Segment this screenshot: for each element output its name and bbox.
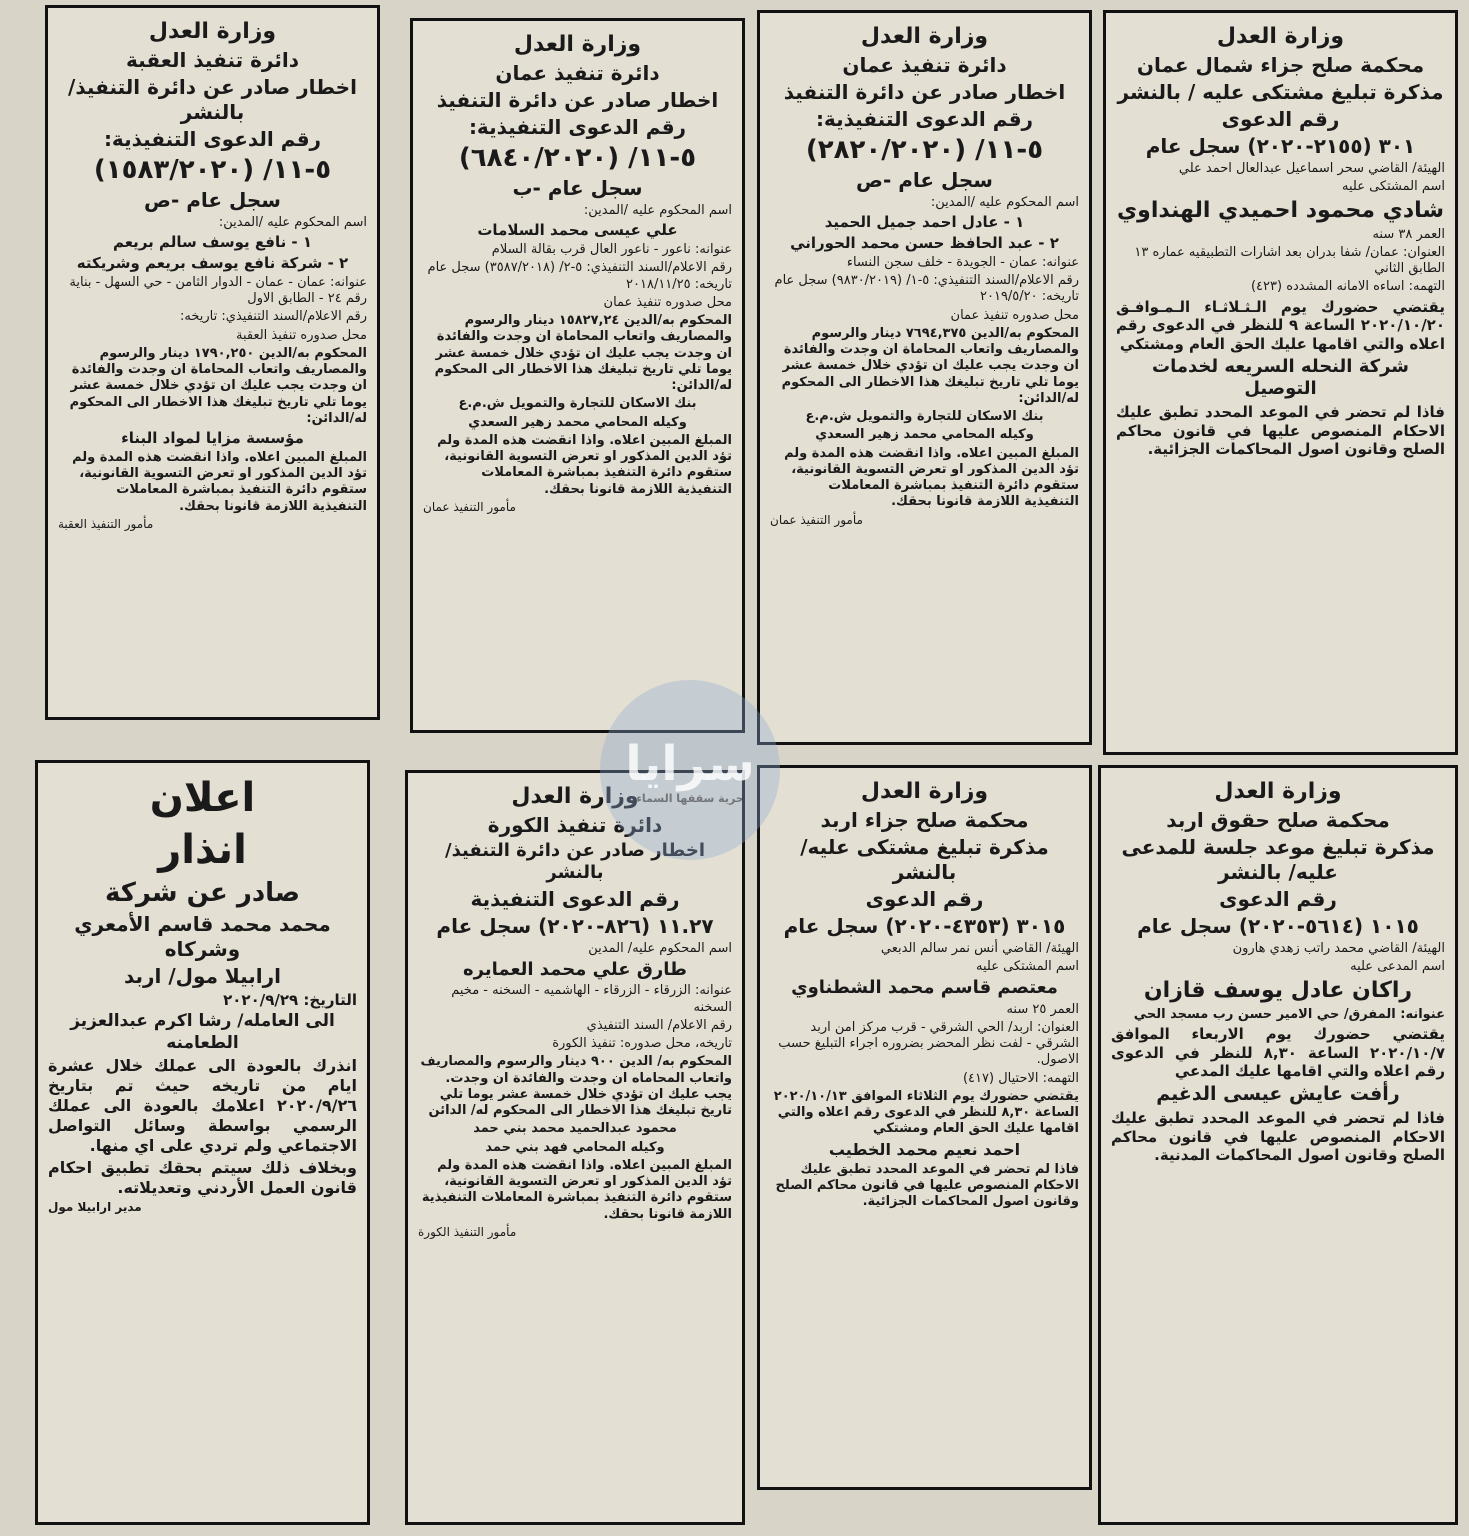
body-text: المحكوم به/ الدين ٩٠٠ دينار والرسوم والمصاريف واتعاب المحاماه ان وجدت والفائدة ان وجدت. يجب عليك ان تؤدي خلال خمسة عشر يوما تلي تاريخ تبليغك هذا الاخطار الى المحكوم له/ الدائن bbox=[420, 1054, 732, 1118]
closing-text: فاذا لم تحضر في الموعد المحدد تطبق عليك الاحكام المنصوص عليها في قانون محاكم الصلح وقانون اصول المحاكمات المدنية. bbox=[1111, 1108, 1445, 1165]
complainant: احمد نعيم محمد الخطيب bbox=[828, 1139, 1021, 1159]
judge: الهيئة/ القاضي أنس نمر سالم الدبعي bbox=[880, 940, 1079, 956]
subject: اخطار صادر عن دائرة التنفيذ bbox=[783, 79, 1066, 104]
notice-irbid-criminal-court bbox=[757, 765, 1092, 1490]
body-text: المحكوم به/الدين ٧٦٩٤,٣٧٥ دينار والرسوم والمصاريف واتعاب المحاماة ان وجدت والفائدة ان وجدت يجب عليك ان تؤدي خلال خمسة عشر يوما تلي تاريخ تبليغك هذا الاخطار الى المحكوم له/الدائن: bbox=[781, 325, 1079, 406]
party-label: اسم المحكوم عليه /المدين: bbox=[218, 215, 367, 230]
party-name: شادي محمود احميدي الهنداوي bbox=[1116, 198, 1445, 223]
signature: مدير ارابيلا مول bbox=[48, 1199, 142, 1214]
notice-aqaba-execution bbox=[45, 5, 380, 720]
closing-text: وبخلاف ذلك سيتم بحقك تطبيق احكام قانون العمل الأردني وتعديلاته. bbox=[48, 1157, 357, 1197]
subject: مذكرة تبليغ موعد جلسة للمدعى عليه/ بالنشر bbox=[1121, 834, 1435, 884]
subject: اخطار صادر عن دائرة التنفيذ/بالنشر bbox=[68, 74, 357, 124]
closing-text: المبلغ المبين اعلاه. واذا انقضت هذه المدة ولم تؤد الدين المذكور او تعرض التسوية القانونية، ستقوم دائرة التنفيذ بمباشرة المعاملات التنفيذية اللازمة قانونا بحقك. bbox=[72, 449, 367, 514]
case-number: ٥-١١/ (٢٨٢٠/٢٠٢٠) bbox=[805, 134, 1044, 165]
reference: رقم الاعلام/السند التنفيذي: ٥-٢/ (٣٥٨٧/٢٠١٨) سجل عام تاريخه: ٢٠١٨/١١/٢٥ bbox=[427, 260, 732, 292]
notice-north-amman-court bbox=[1103, 10, 1458, 755]
party-1: ١ - عادل احمد جميل الحميد bbox=[824, 213, 1025, 232]
reference: رقم الاعلام/السند التنفيذي: تاريخه: bbox=[180, 309, 367, 325]
address: عنوانه: ناعور - ناعور العال قرب بقالة السلام bbox=[491, 242, 732, 257]
complainant: رأفت عايش عيسى الدغيم bbox=[1156, 1083, 1400, 1105]
party-2: ٢ - شركة نافع يوسف بريعم وشريكته bbox=[76, 254, 349, 272]
party-label: اسم المحكوم عليه /المدين: bbox=[583, 203, 732, 218]
watermark-slogan: حرية سقفها السماء bbox=[636, 791, 744, 805]
place: محل صدوره تنفيذ عمان bbox=[950, 307, 1079, 323]
reference: رقم الاعلام/السند التنفيذي: ٥-١/ (٩٨٣٠/٢٠١٩) سجل عام تاريخه: ٢٠١٩/٥/٢٠ bbox=[774, 273, 1079, 305]
subject: اخطار صادر عن دائرة التنفيذ bbox=[436, 87, 719, 112]
lawyer: وكيله المحامي فهد بني حمد bbox=[485, 1139, 665, 1155]
court: دائرة تنفيذ الكورة bbox=[487, 812, 663, 837]
closing-text: المبلغ المبين اعلاه. واذا انقضت هذه المدة ولم تؤد الدين المذكور او تعرض التسوية القانونية، ستقوم دائرة التنفيذ بمباشرة المعاملات التنفيذية اللازمة قانونا بحقك. bbox=[421, 1157, 732, 1222]
register: سجل عام -ص bbox=[144, 188, 281, 212]
signature: مأمور التنفيذ الكورة bbox=[418, 1224, 517, 1239]
party-label: اسم المشتكى عليه bbox=[976, 958, 1079, 974]
party-name: راكان عادل يوسف قازان bbox=[1143, 978, 1413, 1003]
notice-arabella-mall-warning bbox=[35, 760, 370, 1525]
charge: التهمه: الاحتيال (٤١٧) bbox=[962, 1070, 1079, 1086]
party-label: اسم المحكوم عليه/ المدين bbox=[588, 940, 732, 956]
signature: مأمور التنفيذ عمان bbox=[423, 499, 516, 514]
judge: الهيئة/ القاضي سحر اسماعيل عبدالعال احمد علي bbox=[1178, 160, 1445, 176]
address: عنوانه: الزرقاء - الزرقاء - الهاشميه - السخنه - مخيم السخنه bbox=[451, 983, 732, 1015]
case-label: رقم الدعوى bbox=[865, 886, 984, 911]
recipient: الى العامله/ رشا اكرم عبدالعزيز الطعامنه bbox=[70, 1011, 335, 1053]
party-label: اسم المشتكى عليه bbox=[1342, 178, 1445, 194]
court: محكمة صلح جزاء اربد bbox=[820, 807, 1029, 832]
signature: مأمور التنفيذ العقبة bbox=[58, 516, 154, 531]
case-number: ٣٠١٥ (٤٣٥٣-٢٠٢٠) سجل عام bbox=[783, 913, 1066, 938]
court: دائرة تنفيذ عمان bbox=[495, 60, 660, 85]
address: عنوانه: المفرق/ حي الامير حسن رب مسجد الحي bbox=[1133, 1006, 1445, 1022]
case-number: ٣٠١ (٢١٥٥-٢٠٢٠) سجل عام bbox=[1145, 133, 1416, 158]
lawyer: وكيله المحامي محمد زهير السعدي bbox=[815, 427, 1034, 443]
location: ارابيلا مول/ اربد bbox=[123, 963, 282, 988]
body-text: المحكوم به/الدين ١٧٩٠,٢٥٠ دينار والرسوم والمصاريف واتعاب المحاماة ان وجدت والفائدة ان وجدت يجب عليك ان تؤدي خلال خمسة عشر يوما تلي تاريخ تبليغك هذا الاخطار الى المحكوم له/الدائن: bbox=[69, 345, 367, 426]
case-label: رقم الدعوى التنفيذية: bbox=[103, 126, 322, 151]
closing-text: المبلغ المبين اعلاه. واذا انقضت هذه المدة ولم تؤد الدين المذكور او تعرض التسوية القانونية، ستقوم دائرة التنفيذ بمباشرة المعاملات التنفيذية اللازمة قانونا بحقك. bbox=[784, 445, 1079, 510]
ministry: وزارة العدل bbox=[860, 24, 989, 49]
case-number: ١١.٢٧ (٨٢٦-٢٠٢٠) سجل عام bbox=[436, 913, 714, 938]
notice-amman-execution-2820 bbox=[757, 10, 1092, 745]
body-text: يقتضي حضورك يوم الـثـلاثـاء الـمـوافـق ٢٠٢٠/١٠/٢٠ الساعة ٩ للنظر في الدعوى رقم اعلاه والتي اقامها عليك الحق العام ومشتكي bbox=[1116, 297, 1445, 353]
judge: الهيئة/ القاضي محمد راتب زهدي هارون bbox=[1232, 940, 1445, 956]
notice-amman-execution-6840 bbox=[410, 18, 745, 733]
watermark-text: سرايا bbox=[625, 735, 755, 792]
address: عنوانه: عمان - الجويدة - خلف سجن النساء bbox=[846, 254, 1079, 270]
closing-text: المبلغ المبين اعلاه. واذا انقضت هذه المدة ولم تؤد الدين المذكور او تعرض التسوية القانونية، ستقوم دائرة التنفيذ بمباشرة المعاملات التنفيذية اللازمة قانونا بحقك. bbox=[437, 432, 732, 497]
case-label: رقم الدعوى التنفيذية bbox=[470, 886, 680, 911]
notice-koura-execution bbox=[405, 770, 745, 1525]
announcement-title: اعلان bbox=[149, 775, 256, 821]
case-label: رقم الدعوى bbox=[1219, 886, 1337, 911]
ministry: وزارة العدل bbox=[860, 779, 989, 804]
party-label: اسم المدعى عليه bbox=[1350, 958, 1445, 974]
creditor: مؤسسة مزايا لمواد البناء bbox=[121, 429, 304, 447]
closing-text: فاذا لم تحضر في الموعد المحدد تطبق عليك الاحكام المنصوص عليها في قانون محاكم الصلح وقانون اصول المحاكمات الجزائية. bbox=[775, 1161, 1079, 1209]
court: محكمة صلح جزاء شمال عمان bbox=[1136, 52, 1425, 77]
body-text: المحكوم به/الدين ١٥٨٢٧,٢٤ دينار والرسوم والمصاريف واتعاب المحاماة ان وجدت والفائدة ان وجدت يجب عليك ان تؤدي خلال خمسة عشر يوما تلي تاريخ تبليغك هذا الاخطار الى المحكوم له/الدائن: bbox=[434, 313, 732, 393]
warning-title: انذار bbox=[158, 827, 247, 873]
subject: مذكرة تبليغ مشتكى عليه / بالنشر bbox=[1117, 79, 1444, 104]
issued-by-label: صادر عن شركة bbox=[104, 878, 301, 908]
complainant: شركة النحله السريعه لخدمات التوصيل bbox=[1152, 355, 1409, 400]
place: تاريخه، محل صدوره: تنفيذ الكورة bbox=[552, 1036, 732, 1051]
party-2: ٢ - عبد الحافظ حسن محمد الحوراني bbox=[790, 234, 1059, 252]
party-1: ١ - نافع يوسف سالم بريعم bbox=[112, 233, 313, 252]
case-number: ٥-١١/ (١٥٨٣/٢٠٢٠) bbox=[93, 154, 332, 185]
party-name: معتصم قاسم محمد الشطناوي bbox=[791, 977, 1058, 998]
address: العنوان: عمان/ شفا بدران بعد اشارات التطبيقيه عماره ١٣ الطابق الثاني bbox=[1134, 244, 1445, 276]
lawyer: وكيله المحامي محمد زهير السعدي bbox=[468, 414, 687, 430]
body-text: يقتضي حضورك يوم الثلاثاء الموافق ٢٠٢٠/١٠/١٣ الساعة ٨,٣٠ للنظر في الدعوى رقم اعلاه والتي اقامها عليك الحق العام ومشتكي bbox=[773, 1088, 1079, 1137]
creditor: بنك الاسكان للتجارة والتمويل ش.م.ع bbox=[805, 409, 1044, 424]
charge: التهمه: اساءه الامانه المشدده (٤٢٣) bbox=[1250, 279, 1445, 295]
register: سجل عام -ب bbox=[512, 176, 643, 200]
party-1: علي عيسى محمد السلامات bbox=[477, 221, 678, 240]
subject: اخطار صادر عن دائرة التنفيذ/بالنشر bbox=[445, 839, 705, 883]
notice-irbid-civil-court bbox=[1098, 765, 1458, 1525]
creditor: بنك الاسكان للتجارة والتمويل ش.م.ع bbox=[458, 396, 697, 412]
case-label: رقم الدعوى التنفيذية: bbox=[815, 106, 1034, 131]
age: العمر ٢٥ سنه bbox=[1006, 1001, 1079, 1017]
case-number: ٥-١١/ (٦٨٤٠/٢٠٢٠) bbox=[458, 142, 697, 173]
age: العمر ٣٨ سنه bbox=[1372, 226, 1445, 242]
ministry: وزارة العدل bbox=[1216, 24, 1345, 49]
ministry: وزارة العدل bbox=[1214, 779, 1342, 804]
reference: رقم الاعلام/ السند التنفيذي bbox=[586, 1017, 732, 1033]
body-text: يقتضي حضورك يوم الاربعاء الموافق ٢٠٢٠/١٠/٧ الساعة ٨,٣٠ للنظر في الدعوى رقم اعلاه والتي اقامها عليك المدعي bbox=[1111, 1024, 1445, 1081]
date: التاريخ: ٢٠٢٠/٩/٢٩ bbox=[223, 990, 357, 1009]
signature: مأمور التنفيذ عمان bbox=[770, 512, 863, 527]
company-name: محمد محمد قاسم الأمعري وشركاه bbox=[74, 911, 331, 961]
ministry: وزارة العدل bbox=[513, 32, 642, 57]
address: العنوان: اربد/ الحي الشرقي - قرب مركز امن اربد الشرقي - لفت نظر المحضر بضروره اجراء التبليغ حسب الاصول. bbox=[778, 1019, 1079, 1068]
place: محل صدوره تنفيذ عمان bbox=[603, 294, 732, 310]
place: محل صدوره تنفيذ العقبة bbox=[235, 327, 367, 343]
watermark-logo bbox=[600, 680, 780, 860]
subject: مذكرة تبليغ مشتكى عليه/ بالنشر bbox=[800, 834, 1049, 884]
court: دائرة تنفيذ العقبة bbox=[126, 47, 299, 72]
closing-text: فاذا لم تحضر في الموعد المحدد تطبق عليك الاحكام المنصوص عليها في قانون محاكم الصلح وقانون اصول المحاكمات الجزائية. bbox=[1116, 402, 1445, 459]
case-label: رقم الدعوى bbox=[1221, 106, 1340, 131]
case-label: رقم الدعوى التنفيذية: bbox=[468, 114, 687, 139]
body-text: انذرك بالعودة الى عملك خلال عشرة ايام من تاريخه حيث تم بتاريخ ٢٠٢٠/٩/٢٦ اعلامك بالعودة الى عملك الرسمي بواسطة وسائل التواصل الاجتماعي ولم تردي على اي منها. bbox=[48, 1055, 357, 1155]
creditor: محمود عبدالحميد محمد بني حمد bbox=[473, 1121, 677, 1137]
ministry: وزارة العدل bbox=[148, 19, 277, 44]
address: عنوانه: عمان - عمان - الدوار الثامن - حي السهل - بناية رقم ٢٤ - الطابق الاول bbox=[69, 274, 367, 306]
party-label: اسم المحكوم عليه /المدين: bbox=[930, 195, 1079, 210]
court: دائرة تنفيذ عمان bbox=[842, 52, 1007, 77]
ministry: وزارة العدل bbox=[511, 784, 639, 809]
party-name: طارق علي محمد العمايره bbox=[463, 958, 687, 980]
court: محكمة صلح حقوق اربد bbox=[1166, 807, 1390, 832]
register: سجل عام -ص bbox=[856, 168, 993, 192]
case-number: ١٠١٥ (٥٦١٤-٢٠٢٠) سجل عام bbox=[1137, 913, 1419, 938]
